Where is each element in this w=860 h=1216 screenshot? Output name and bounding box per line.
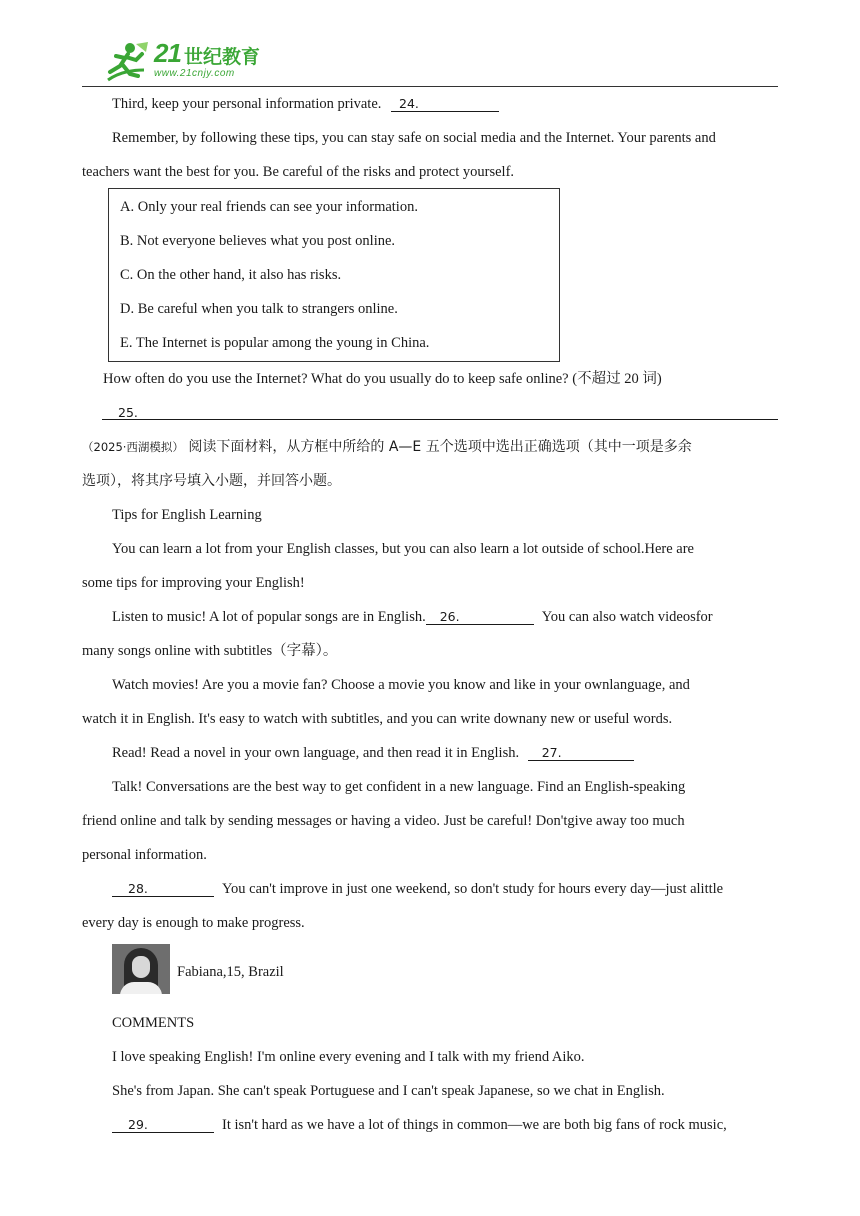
answer-blank-27[interactable]: 27. xyxy=(528,745,634,761)
section-intro-l2: 选项），将其序号填入小题，并回答小题。 xyxy=(82,473,341,489)
option-a: A. Only your real friends can see your information. xyxy=(120,199,418,215)
answer-blank-28[interactable]: 28. xyxy=(112,881,214,897)
answer-blank-29[interactable]: 29. xyxy=(112,1117,214,1133)
passage-p3-l2: watch it in English. It's easy to watch with subtitles, and you can write downany new or useful words. xyxy=(82,711,673,727)
logo-url: www.21cnjy.com xyxy=(154,68,235,79)
passage-p6-l2: every day is enough to make progress. xyxy=(82,915,305,931)
passage-p3-l1: Watch movies! Are you a movie fan? Choose a movie you know and like in your ownlanguage, and xyxy=(112,677,690,693)
comment-line-3: 29. It isn't hard as we have a lot of things in common—we are both big fans of rock music, xyxy=(112,1116,727,1134)
passage-title: Tips for English Learning xyxy=(112,507,262,523)
passage-p5-l1: Talk! Conversations are the best way to get confident in a new language. Find an English-speaking xyxy=(112,779,686,795)
question-25: How often do you use the Internet? What do you usually do to keep safe online? (不超过 20 词) xyxy=(103,371,662,387)
answer-number-25: 25. xyxy=(118,405,138,420)
passage-p5-l2: friend online and talk by sending messages or having a video. Just be careful! Don'tgive away too much xyxy=(82,813,685,829)
site-logo xyxy=(100,40,270,84)
runner-icon xyxy=(100,40,150,84)
passage-p6-l1: 28. You can't improve in just one weekend, so don't study for hours every day—just alittle xyxy=(112,880,723,898)
passage-p5-l3: personal information. xyxy=(82,847,207,863)
paragraph-remember-l2: teachers want the best for you. Be careful of the risks and protect yourself. xyxy=(82,164,515,180)
comment-line-2: She's from Japan. She can't speak Portuguese and I can't speak Japanese, so we chat in English. xyxy=(112,1083,665,1099)
passage-p2-l2: many songs online with subtitles（字幕）。 xyxy=(82,643,338,659)
option-b: B. Not everyone believes what you post online. xyxy=(120,233,396,249)
answer-line-25[interactable] xyxy=(102,419,778,420)
answer-blank-26[interactable]: 26. xyxy=(426,609,534,625)
section-intro-l1: （2025·西湖模拟） 阅读下面材料，从方框中所给的 A—E 五个选项中选出正确选项（其中一项是多余 xyxy=(82,439,692,455)
options-box xyxy=(108,188,560,362)
paragraph-remember-l1: Remember, by following these tips, you can stay safe on social media and the Internet. Your parents and xyxy=(112,130,716,146)
comment-line-1: I love speaking English! I'm online every evening and I talk with my friend Aiko. xyxy=(112,1049,585,1065)
logo-number: 21 xyxy=(154,38,181,68)
passage-p4-l1: Read! Read a novel in your own language, and then read it in English. 27. xyxy=(112,744,634,762)
tip-third: Third, keep your personal information private. 24. xyxy=(112,95,499,113)
logo-title: 世纪教育 xyxy=(184,46,261,68)
source-tag: （2025·西湖模拟） xyxy=(82,440,184,454)
profile-caption: Fabiana,15, Brazil xyxy=(177,964,284,980)
option-e: E. The Internet is popular among the young in China. xyxy=(120,335,430,351)
page-header xyxy=(82,38,778,87)
option-d: D. Be careful when you talk to strangers online. xyxy=(120,301,398,317)
answer-blank-24[interactable]: 24. xyxy=(391,96,499,112)
comments-label: COMMENTS xyxy=(112,1015,195,1031)
profile-photo xyxy=(112,944,170,994)
option-c: C. On the other hand, it also has risks. xyxy=(120,267,342,283)
passage-p2-l1: Listen to music! A lot of popular songs are in English. 26. You can also watch videosfor xyxy=(112,609,713,625)
passage-p1-l2: some tips for improving your English! xyxy=(82,575,305,591)
passage-p1-l1: You can learn a lot from your English classes, but you can also learn a lot outside of school.Here are xyxy=(112,541,694,557)
